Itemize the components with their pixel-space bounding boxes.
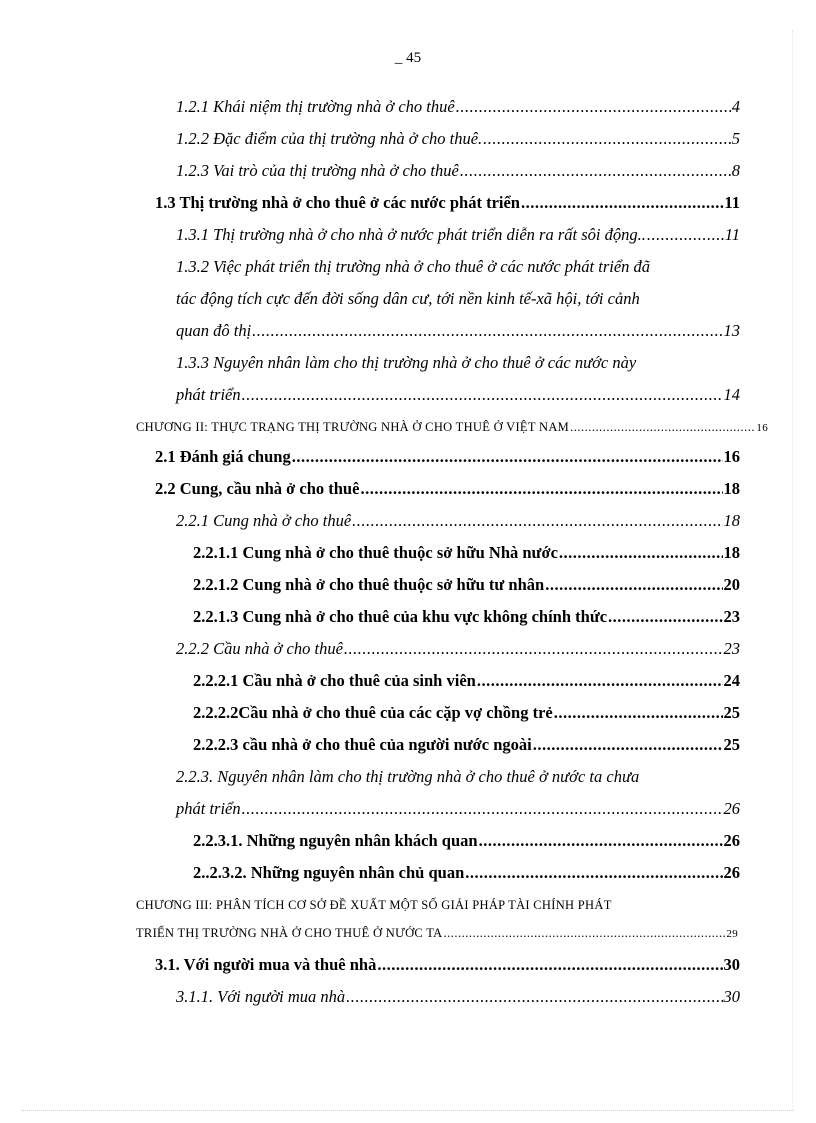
- toc-entry-2-2-3-1[interactable]: [193, 830, 740, 852]
- page-edge-right: [792, 30, 793, 1110]
- toc-leader: [346, 986, 722, 1008]
- toc-leader: [360, 478, 722, 500]
- toc-entry-title: 2.2.3.1. Những nguyên nhân khách quan: [193, 831, 478, 850]
- toc-entry-page: 30: [723, 987, 740, 1006]
- page-edge-bottom: [22, 1110, 794, 1111]
- toc-entry-chapter-3[interactable]: [136, 922, 738, 945]
- toc-entry-page: 23: [723, 607, 740, 626]
- toc-entry-title: 1.2.3 Vai trò của thị trường nhà ở cho thuê: [176, 161, 459, 180]
- toc-entry-title: 2.2.1.3 Cung nhà ở cho thuê của khu vực không chính thức: [193, 607, 608, 626]
- toc-entry-1-3-3[interactable]: [176, 384, 740, 406]
- toc-entry-1-3[interactable]: [155, 192, 740, 214]
- toc-entry-title: 2.1 Đánh giá chung: [155, 447, 291, 466]
- toc-entry-title: 3.1.1. Với người mua nhà: [176, 987, 346, 1006]
- toc-leader: [521, 192, 723, 214]
- toc-entry-title: 2.2.2.3 cầu nhà ở cho thuê của người nước ngoài: [193, 735, 532, 754]
- toc-entry-page: 25: [723, 735, 740, 754]
- toc-entry-title: 2.2.1.1 Cung nhà ở cho thuê thuộc sở hữu Nhà nước: [193, 543, 558, 562]
- toc-entry-chapter-2[interactable]: [136, 416, 768, 439]
- toc-entry-page: 30: [723, 955, 740, 974]
- toc-entry-page: 20: [723, 575, 740, 594]
- toc-leader: [352, 510, 722, 532]
- toc-entry-title: 1.2.1 Khái niệm thị trường nhà ở cho thuê: [176, 97, 455, 116]
- toc-leader: [570, 416, 755, 438]
- toc-entry-3-1[interactable]: [155, 954, 740, 976]
- toc-entry-1-2-3[interactable]: [176, 160, 740, 182]
- toc-entry-2-2-2-1[interactable]: [193, 670, 740, 692]
- toc-entry-title: 2.2.2.2Cầu nhà ở cho thuê của các cặp vợ chồng trẻ: [193, 703, 553, 722]
- toc-entry-2-2-3[interactable]: [176, 798, 740, 820]
- toc-leader: [460, 160, 731, 182]
- toc-entry-1-2-2[interactable]: [176, 128, 740, 150]
- toc-leader: [444, 922, 726, 944]
- toc-entry-title: 2.2.2.1 Cầu nhà ở cho thuê của sinh viên: [193, 671, 476, 690]
- toc-entry-2-2-2[interactable]: [176, 638, 740, 660]
- toc-leader: [377, 954, 722, 976]
- toc-entry-title: 2..2.3.2. Những nguyên nhân chủ quan: [193, 863, 465, 882]
- toc-leader: [242, 798, 723, 820]
- toc-entry-title: 1.3.1 Thị trường nhà ở cho nhà ở nước phát triển diễn ra rất sôi động..: [176, 225, 646, 244]
- page-number: _ 45: [394, 50, 422, 66]
- toc-entry-2-2-3-line1: 2.2.3. Nguyên nhân làm cho thị trường nhà ở cho thuê ở nước ta chưa: [176, 767, 640, 786]
- toc-entry-1-3-1[interactable]: [176, 224, 740, 246]
- toc-entry-2-2-1[interactable]: [176, 510, 740, 532]
- toc-leader: [554, 702, 723, 724]
- toc-entry-page: 16: [756, 422, 768, 434]
- toc-leader: [545, 574, 722, 596]
- toc-entry-page: 18: [723, 543, 740, 562]
- toc-entry-page: 26: [723, 799, 740, 818]
- toc-leader: [292, 446, 723, 468]
- toc-entry-page: 29: [726, 928, 738, 940]
- toc-entry-page: 23: [723, 639, 740, 658]
- toc-leader: [559, 542, 723, 564]
- toc-entry-title: 2.2.1 Cung nhà ở cho thuê: [176, 511, 352, 530]
- toc-entry-2-2-1-1[interactable]: [193, 542, 740, 564]
- toc-leader: [477, 670, 723, 692]
- toc-leader: [483, 128, 731, 150]
- toc-leader: [608, 606, 722, 628]
- toc-leader: [647, 224, 724, 246]
- toc-entry-chapter-3-line1: CHƯƠNG III: PHÂN TÍCH CƠ SỞ ĐỀ XUẤT MỘT SỐ GIẢI PHÁP TÀI CHÍNH PHÁT: [136, 898, 612, 912]
- toc-leader: [242, 384, 723, 406]
- toc-entry-2-2-1-3[interactable]: [193, 606, 740, 628]
- toc-entry-title: quan đô thị: [176, 321, 252, 340]
- toc-entry-3-1-1[interactable]: [176, 986, 740, 1008]
- toc-entry-2-2-2-3[interactable]: [193, 734, 740, 756]
- toc-leader: [456, 96, 731, 118]
- toc-entry-page: 4: [731, 97, 740, 116]
- toc-entry-page: 11: [724, 225, 740, 244]
- toc-entry-page: 26: [723, 863, 740, 882]
- toc-entry-2-2[interactable]: [155, 478, 740, 500]
- toc-entry-title: phát triển: [176, 799, 241, 818]
- toc-entry-page: 16: [723, 447, 740, 466]
- toc-entry-page: 8: [731, 161, 740, 180]
- toc-entry-page: 5: [731, 129, 740, 148]
- toc-entry-page: 14: [723, 385, 740, 404]
- toc-entry-2-2-3-2[interactable]: [193, 862, 740, 884]
- toc-entry-1-3-3-line1: 1.3.3 Nguyên nhân làm cho thị trường nhà ở cho thuê ở các nước này: [176, 353, 637, 372]
- toc-entry-title: TRIỂN THỊ TRƯỜNG NHÀ Ở CHO THUÊ Ở NƯỚC TA: [136, 926, 443, 940]
- toc-entry-title: 1.3 Thị trường nhà ở cho thuê ở các nước phát triển: [155, 193, 520, 212]
- toc-entry-title: 1.2.2 Đặc điểm của thị trường nhà ở cho thuê.: [176, 129, 483, 148]
- toc-entry-page: 24: [723, 671, 740, 690]
- toc-entry-1-3-2-line2: tác động tích cực đến đời sống dân cư, tới nền kinh tế-xã hội, tới cảnh: [176, 289, 640, 308]
- toc-entry-page: 18: [723, 479, 740, 498]
- toc-entry-2-2-1-2[interactable]: [193, 574, 740, 596]
- toc-leader: [533, 734, 723, 756]
- toc-entry-page: 18: [723, 511, 740, 530]
- toc-entry-page: 11: [724, 193, 740, 212]
- toc-entry-1-2-1[interactable]: [176, 96, 740, 118]
- toc-entry-page: 25: [723, 703, 740, 722]
- toc-entry-title: 2.2.2 Cầu nhà ở cho thuê: [176, 639, 343, 658]
- toc-entry-page: 26: [723, 831, 740, 850]
- toc-leader: [344, 638, 723, 660]
- toc-leader: [465, 862, 722, 884]
- toc-entry-title: 2.2 Cung, cầu nhà ở cho thuê: [155, 479, 360, 498]
- toc-entry-1-3-2[interactable]: [176, 320, 740, 342]
- toc-entry-title: 2.2.1.2 Cung nhà ở cho thuê thuộc sở hữu tư nhân: [193, 575, 545, 594]
- toc-entry-2-2-2-2[interactable]: [193, 702, 740, 724]
- toc-entry-page: 13: [723, 321, 740, 340]
- toc-entry-title: 3.1. Với người mua và thuê nhà: [155, 955, 377, 974]
- toc-leader: [252, 320, 722, 342]
- toc-leader: [479, 830, 723, 852]
- toc-entry-1-3-2-line1: 1.3.2 Việc phát triển thị trường nhà ở cho thuê ở các nước phát triển đã: [176, 257, 651, 276]
- toc-entry-2-1[interactable]: [155, 446, 740, 468]
- toc-entry-title: phát triển: [176, 385, 241, 404]
- toc-entry-title: CHƯƠNG II: THỰC TRẠNG THỊ TRƯỜNG NHÀ Ở CHO THUÊ Ở VIỆT NAM: [136, 420, 570, 434]
